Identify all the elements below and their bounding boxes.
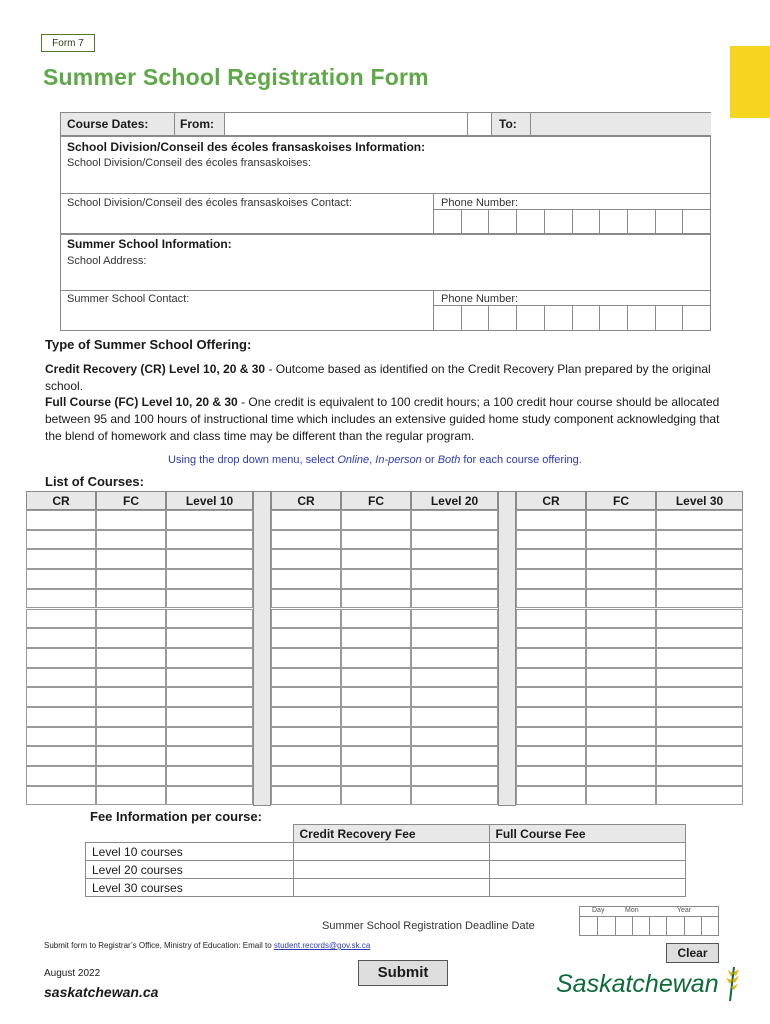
fee-row-label: Level 30 courses — [86, 879, 294, 897]
form-date: August 2022 — [44, 968, 101, 979]
course-cell-level[interactable] — [656, 668, 743, 688]
course-cell-level[interactable] — [166, 746, 253, 766]
from-label: From: — [180, 117, 214, 131]
course-cell-cr[interactable] — [271, 549, 341, 569]
clear-button[interactable]: Clear — [666, 943, 719, 963]
course-cell-fc[interactable] — [96, 549, 166, 569]
course-cell-level[interactable] — [656, 589, 743, 609]
course-cell-level[interactable] — [166, 589, 253, 609]
date-digit-divider — [649, 917, 650, 936]
form-number-tag: Form 7 — [41, 34, 95, 52]
course-cell-level[interactable] — [166, 510, 253, 530]
course-cell-fc[interactable] — [96, 766, 166, 786]
yellow-tab-decoration — [730, 46, 770, 118]
cr-fee-input[interactable] — [293, 843, 489, 861]
course-cell-cr[interactable] — [26, 786, 96, 806]
fee-row — [86, 861, 686, 879]
day-label: Day — [592, 907, 605, 914]
fees-heading: Fee Information per course: — [90, 809, 262, 824]
option-both: Both — [437, 454, 461, 466]
phone-digit-divider — [572, 210, 573, 234]
fees-table — [85, 824, 686, 897]
course-cell-fc[interactable] — [341, 746, 411, 766]
course-header-fc: FC — [586, 491, 656, 510]
course-cell-fc[interactable] — [96, 628, 166, 648]
course-cell-fc[interactable] — [341, 609, 411, 629]
course-cell-cr[interactable] — [516, 648, 586, 668]
to-date-input[interactable] — [530, 113, 711, 135]
course-cell-fc[interactable] — [586, 786, 656, 806]
course-cell-fc[interactable] — [96, 530, 166, 550]
submit-instructions — [44, 941, 370, 950]
fee-row-label: Level 10 courses — [86, 843, 294, 861]
phone-digit-divider — [461, 210, 462, 234]
course-cell-level[interactable] — [411, 569, 498, 589]
school-address-label: School Address: — [67, 255, 147, 267]
course-cell-fc[interactable] — [96, 589, 166, 609]
course-cell-level[interactable] — [166, 687, 253, 707]
phone-digit-divider — [544, 306, 545, 331]
course-cell-cr[interactable] — [26, 687, 96, 707]
course-cell-level[interactable] — [411, 628, 498, 648]
instruction-pre: Using the drop down menu, select — [168, 454, 338, 466]
course-cell-cr[interactable] — [516, 746, 586, 766]
course-cell-level[interactable] — [166, 648, 253, 668]
month-label: Mon — [625, 907, 639, 914]
course-cell-fc[interactable] — [586, 727, 656, 747]
course-cell-cr[interactable] — [271, 746, 341, 766]
course-cell-cr[interactable] — [26, 628, 96, 648]
course-cell-fc[interactable] — [586, 707, 656, 727]
course-cell-cr[interactable] — [26, 668, 96, 688]
course-cell-level[interactable] — [166, 609, 253, 629]
course-cell-cr[interactable] — [271, 609, 341, 629]
course-cell-level[interactable] — [411, 786, 498, 806]
course-cell-fc[interactable] — [586, 687, 656, 707]
course-cell-level[interactable] — [656, 746, 743, 766]
cr-text: - Outcome based as identified on the Credit Recovery Plan prepared by the original school. — [45, 362, 711, 393]
phone-digit-divider — [488, 306, 489, 331]
course-cell-fc[interactable] — [96, 746, 166, 766]
course-cell-level[interactable] — [411, 589, 498, 609]
phone-digit-divider — [488, 210, 489, 234]
page-title: Summer School Registration Form — [43, 64, 429, 90]
fc-text: - One credit is equivalent to 100 credit hours; a 100 credit hour course should be allocated between 95 and 100 hours of instructional time which includes an extensive guided home study component acknowledging that the blend of homework and class time may be different than the regular program. — [45, 395, 720, 443]
course-cell-level[interactable] — [411, 510, 498, 530]
course-cell-fc[interactable] — [341, 628, 411, 648]
course-cell-fc[interactable] — [586, 668, 656, 688]
courses-heading: List of Courses: — [45, 474, 144, 489]
course-cell-cr[interactable] — [516, 589, 586, 609]
cr-title: Credit Recovery (CR) Level 10, 20 & 30 — [45, 362, 266, 376]
course-cell-level[interactable] — [656, 609, 743, 629]
course-cell-cr[interactable] — [516, 687, 586, 707]
cr-fee-input[interactable] — [293, 879, 489, 897]
course-dates-row — [60, 112, 711, 136]
course-cell-cr[interactable] — [26, 589, 96, 609]
course-cell-level[interactable] — [656, 628, 743, 648]
course-cell-cr[interactable] — [516, 569, 586, 589]
course-cell-level[interactable] — [166, 766, 253, 786]
cr-fee-input[interactable] — [293, 861, 489, 879]
date-digit-divider — [615, 917, 616, 936]
summer-heading: Summer School Information: — [67, 237, 232, 251]
course-cell-fc[interactable] — [341, 648, 411, 668]
course-cell-cr[interactable] — [516, 766, 586, 786]
course-cell-level[interactable] — [411, 609, 498, 629]
division-heading: School Division/Conseil des écoles fransaskoises Information: — [67, 140, 426, 154]
course-cell-cr[interactable] — [516, 628, 586, 648]
course-cell-level[interactable] — [411, 530, 498, 550]
date-digit-divider — [597, 917, 598, 936]
division-name-label: School Division/Conseil des écoles fransaskoises: — [67, 157, 311, 169]
course-cell-cr[interactable] — [26, 648, 96, 668]
course-cell-fc[interactable] — [586, 648, 656, 668]
course-cell-level[interactable] — [656, 766, 743, 786]
course-cell-fc[interactable] — [341, 530, 411, 550]
course-cell-cr[interactable] — [26, 766, 96, 786]
phone-digit-divider — [461, 306, 462, 331]
summer-phone-label: Phone Number: — [441, 293, 519, 305]
course-cell-fc[interactable] — [96, 668, 166, 688]
course-block-separator — [253, 491, 271, 806]
course-cell-cr[interactable] — [26, 707, 96, 727]
course-cell-level[interactable] — [411, 549, 498, 569]
instruction-sep: , — [369, 454, 376, 466]
course-cell-cr[interactable] — [26, 746, 96, 766]
course-cell-fc[interactable] — [586, 569, 656, 589]
course-cell-level[interactable] — [166, 628, 253, 648]
phone-digit-divider — [544, 210, 545, 234]
course-cell-cr[interactable] — [26, 549, 96, 569]
fees-col-cr: Credit Recovery Fee — [293, 825, 489, 843]
course-cell-level[interactable] — [656, 530, 743, 550]
fc-title: Full Course (FC) Level 10, 20 & 30 — [45, 395, 238, 409]
course-cell-fc[interactable] — [341, 707, 411, 727]
course-cell-fc[interactable] — [341, 589, 411, 609]
course-cell-level[interactable] — [656, 648, 743, 668]
course-cell-cr[interactable] — [516, 668, 586, 688]
course-cell-level[interactable] — [411, 648, 498, 668]
course-cell-fc[interactable] — [341, 510, 411, 530]
course-cell-cr[interactable] — [271, 707, 341, 727]
course-header-level: Level 10 — [166, 491, 253, 510]
division-contact-label: School Division/Conseil des écoles fransaskoises Contact: — [67, 197, 352, 209]
course-header-fc: FC — [96, 491, 166, 510]
summer-contact-label: Summer School Contact: — [67, 293, 190, 305]
course-cell-cr[interactable] — [516, 707, 586, 727]
course-cell-cr[interactable] — [26, 510, 96, 530]
course-cell-fc[interactable] — [586, 746, 656, 766]
instruction-sep: or — [421, 454, 438, 466]
course-header-fc: FC — [341, 491, 411, 510]
course-cell-cr[interactable] — [271, 589, 341, 609]
course-header-level: Level 30 — [656, 491, 743, 510]
course-cell-cr[interactable] — [271, 510, 341, 530]
deadline-label: Summer School Registration Deadline Date — [322, 920, 535, 932]
course-dates-label: Course Dates: — [67, 117, 149, 131]
course-cell-level[interactable] — [656, 510, 743, 530]
course-cell-cr[interactable] — [26, 569, 96, 589]
fees-corner — [86, 825, 294, 843]
course-cell-level[interactable] — [166, 727, 253, 747]
wheat-icon — [720, 965, 744, 1003]
course-header-cr: CR — [26, 491, 96, 510]
phone-digit-divider — [655, 306, 656, 331]
course-cell-fc[interactable] — [341, 786, 411, 806]
fc-fee-input[interactable] — [489, 861, 685, 879]
course-cell-level[interactable] — [656, 786, 743, 806]
course-cell-fc[interactable] — [586, 628, 656, 648]
phone-digit-divider — [682, 306, 683, 331]
course-cell-cr[interactable] — [271, 786, 341, 806]
course-cell-fc[interactable] — [341, 727, 411, 747]
course-cell-fc[interactable] — [341, 549, 411, 569]
course-cell-cr[interactable] — [26, 727, 96, 747]
course-cell-fc[interactable] — [96, 648, 166, 668]
fee-row — [86, 843, 686, 861]
course-cell-level[interactable] — [411, 766, 498, 786]
phone-digit-divider — [572, 306, 573, 331]
course-cell-level[interactable] — [656, 727, 743, 747]
year-label: Year — [677, 907, 692, 914]
division-phone-input[interactable] — [433, 209, 710, 234]
course-cell-cr[interactable] — [26, 609, 96, 629]
to-label: To: — [499, 117, 517, 131]
course-cell-cr[interactable] — [271, 766, 341, 786]
course-cell-fc[interactable] — [341, 569, 411, 589]
course-cell-cr[interactable] — [26, 530, 96, 550]
course-cell-cr[interactable] — [271, 687, 341, 707]
course-header-cr: CR — [516, 491, 586, 510]
option-inperson: In-person — [375, 454, 422, 466]
email-link[interactable]: student.records@gov.sk.ca — [273, 941, 371, 950]
fc-description — [45, 394, 725, 445]
course-cell-cr[interactable] — [271, 530, 341, 550]
phone-digit-divider — [599, 210, 600, 234]
division-section — [60, 136, 711, 234]
option-online: Online — [337, 454, 370, 466]
date-digit-divider — [701, 917, 702, 936]
course-block-separator — [498, 491, 516, 806]
course-cell-cr[interactable] — [516, 727, 586, 747]
dropdown-instruction — [168, 454, 582, 466]
course-cell-fc[interactable] — [96, 687, 166, 707]
fees-col-fc: Full Course Fee — [489, 825, 685, 843]
course-cell-fc[interactable] — [96, 707, 166, 727]
course-cell-cr[interactable] — [271, 569, 341, 589]
fee-row-label: Level 20 courses — [86, 861, 294, 879]
from-date-input[interactable] — [224, 113, 492, 135]
course-cell-fc[interactable] — [341, 766, 411, 786]
offering-heading: Type of Summer School Offering: — [45, 337, 252, 352]
course-cell-level[interactable] — [166, 530, 253, 550]
course-cell-level[interactable] — [411, 707, 498, 727]
course-cell-fc[interactable] — [586, 549, 656, 569]
course-header-cr: CR — [271, 491, 341, 510]
course-cell-fc[interactable] — [586, 510, 656, 530]
course-cell-level[interactable] — [166, 668, 253, 688]
course-cell-fc[interactable] — [341, 668, 411, 688]
division-phone-label: Phone Number: — [441, 197, 519, 209]
course-cell-level[interactable] — [656, 707, 743, 727]
saskatchewan-logo: Saskatchewan — [556, 970, 719, 998]
course-cell-fc[interactable] — [586, 530, 656, 550]
course-header-level: Level 20 — [411, 491, 498, 510]
date-digit-divider — [666, 917, 667, 936]
phone-digit-divider — [682, 210, 683, 234]
course-cell-level[interactable] — [411, 727, 498, 747]
course-cell-cr[interactable] — [271, 727, 341, 747]
submit-button[interactable]: Submit — [358, 960, 448, 986]
course-cell-level[interactable] — [166, 707, 253, 727]
course-cell-fc[interactable] — [586, 766, 656, 786]
course-cell-fc[interactable] — [96, 569, 166, 589]
course-cell-cr[interactable] — [516, 530, 586, 550]
phone-digit-divider — [516, 306, 517, 331]
course-cell-fc[interactable] — [96, 609, 166, 629]
course-cell-level[interactable] — [411, 746, 498, 766]
course-cell-cr[interactable] — [516, 786, 586, 806]
course-cell-cr[interactable] — [271, 628, 341, 648]
cr-description — [45, 361, 725, 395]
course-cell-cr[interactable] — [516, 510, 586, 530]
course-cell-cr[interactable] — [516, 549, 586, 569]
course-cell-fc[interactable] — [341, 687, 411, 707]
date-digit-divider — [684, 917, 685, 936]
website: saskatchewan.ca — [44, 984, 159, 1000]
course-cell-level[interactable] — [656, 687, 743, 707]
course-cell-level[interactable] — [166, 549, 253, 569]
course-cell-fc[interactable] — [96, 510, 166, 530]
phone-digit-divider — [516, 210, 517, 234]
course-cell-level[interactable] — [166, 786, 253, 806]
submit-instructions-text: Submit form to Registrar’s Office, Ministry of Education: Email to — [44, 941, 274, 950]
fc-fee-input[interactable] — [489, 843, 685, 861]
date-digit-divider — [632, 917, 633, 936]
course-cell-level[interactable] — [166, 569, 253, 589]
course-cell-fc[interactable] — [96, 727, 166, 747]
courses-grid — [26, 491, 743, 805]
phone-digit-divider — [627, 210, 628, 234]
course-cell-level[interactable] — [411, 668, 498, 688]
course-cell-level[interactable] — [656, 549, 743, 569]
deadline-date-field[interactable] — [579, 906, 719, 936]
course-cell-cr[interactable] — [516, 609, 586, 629]
instruction-post: for each course offering. — [460, 454, 582, 466]
course-cell-cr[interactable] — [271, 668, 341, 688]
fc-fee-input[interactable] — [489, 879, 685, 897]
course-cell-fc[interactable] — [586, 589, 656, 609]
summer-school-section — [60, 234, 711, 331]
course-cell-level[interactable] — [411, 687, 498, 707]
course-cell-fc[interactable] — [96, 786, 166, 806]
summer-phone-input[interactable] — [433, 305, 710, 331]
course-cell-level[interactable] — [656, 569, 743, 589]
phone-digit-divider — [599, 306, 600, 331]
fee-row — [86, 879, 686, 897]
course-cell-fc[interactable] — [586, 609, 656, 629]
course-cell-cr[interactable] — [271, 648, 341, 668]
phone-digit-divider — [655, 210, 656, 234]
phone-digit-divider — [627, 306, 628, 331]
